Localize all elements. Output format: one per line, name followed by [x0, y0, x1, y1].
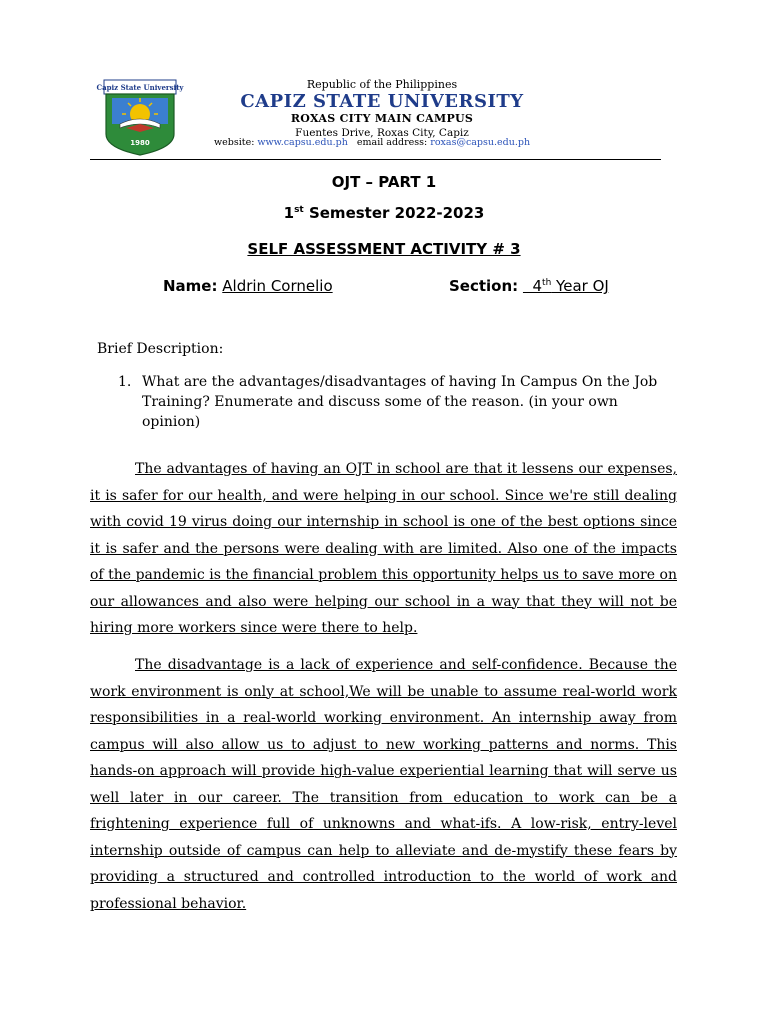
seal-year: 1980 — [130, 139, 150, 147]
activity-heading: SELF ASSESSMENT ACTIVITY # 3 — [247, 240, 521, 258]
semester-heading — [0, 204, 768, 222]
section-value — [523, 277, 609, 295]
section-text: Year OJ — [551, 277, 609, 295]
section-suffix: th — [542, 278, 552, 288]
student-name-field — [163, 277, 333, 295]
question-number: 1. — [118, 374, 132, 390]
email-link[interactable]: roxas@capsu.edu.ph — [430, 137, 531, 148]
student-section-field — [449, 277, 609, 295]
brief-description-label: Brief Description: — [97, 341, 224, 357]
republic-line: Republic of the Philippines — [306, 78, 458, 91]
semester-number: 1 — [283, 204, 295, 222]
question-item — [118, 372, 658, 432]
letterhead-text — [212, 76, 552, 140]
email-label: email address: — [356, 137, 428, 148]
answer-paragraph-disadvantages: The disadvantage is a lack of experience and self-confidence. Because the work environment is only at school,We will be unable to assume real-world work responsibilities in a real-world working environment. An internship away from campus will also allow us to adjust to new working patterns and norms. This hands-on approach will provide high-value experiential learning that will serve us well later in our career. The transition from education to work can be a frightening experience full of unknowns and what-ifs. A low-risk, entry-level internship outside of campus can help to alleviate and de-mystify these fears by providing a structured and controlled introduction to the world of work and professional behavior. — [90, 657, 677, 912]
section-label: Section: — [449, 277, 519, 295]
section-number: 4 — [532, 277, 543, 295]
question-text: What are the advantages/disadvantages of having In Campus On the Job Training? Enumerate and discuss some of the reason. (in your own opinion) — [142, 374, 658, 430]
letterhead-divider — [90, 159, 661, 160]
campus-address: Fuentes Drive, Roxas City, Capiz — [295, 127, 469, 139]
semester-suffix: st — [294, 205, 304, 215]
document-title: OJT – PART 1 — [331, 173, 437, 191]
name-label: Name: — [163, 277, 218, 295]
university-name: CAPIZ STATE UNIVERSITY — [240, 91, 524, 112]
university-seal-logo — [96, 78, 184, 156]
semester-text: Semester 2022-2023 — [303, 204, 485, 222]
student-name: Aldrin Cornelio — [222, 277, 333, 295]
website-label: website: — [214, 137, 255, 148]
letterhead — [96, 76, 660, 158]
contact-line — [214, 137, 530, 148]
campus-name: ROXAS CITY MAIN CAMPUS — [290, 112, 474, 125]
seal-caption: Capiz State University — [96, 83, 184, 92]
website-link[interactable]: www.capsu.edu.ph — [257, 137, 348, 148]
answer-paragraph-advantages: The advantages of having an OJT in school are that it lessens our expenses, it is safer for our health, and were helping in our school. Since we're still dealing with covid 19 virus doing our internship in school is one of the best options since it is safer and the persons were dealing with are limited. Also one of the impacts of the pandemic is the financial problem this opportunity helps us to save more on our allowances and also were helping our school in a way that they will not be hiring more workers since were there to help. — [90, 461, 677, 636]
